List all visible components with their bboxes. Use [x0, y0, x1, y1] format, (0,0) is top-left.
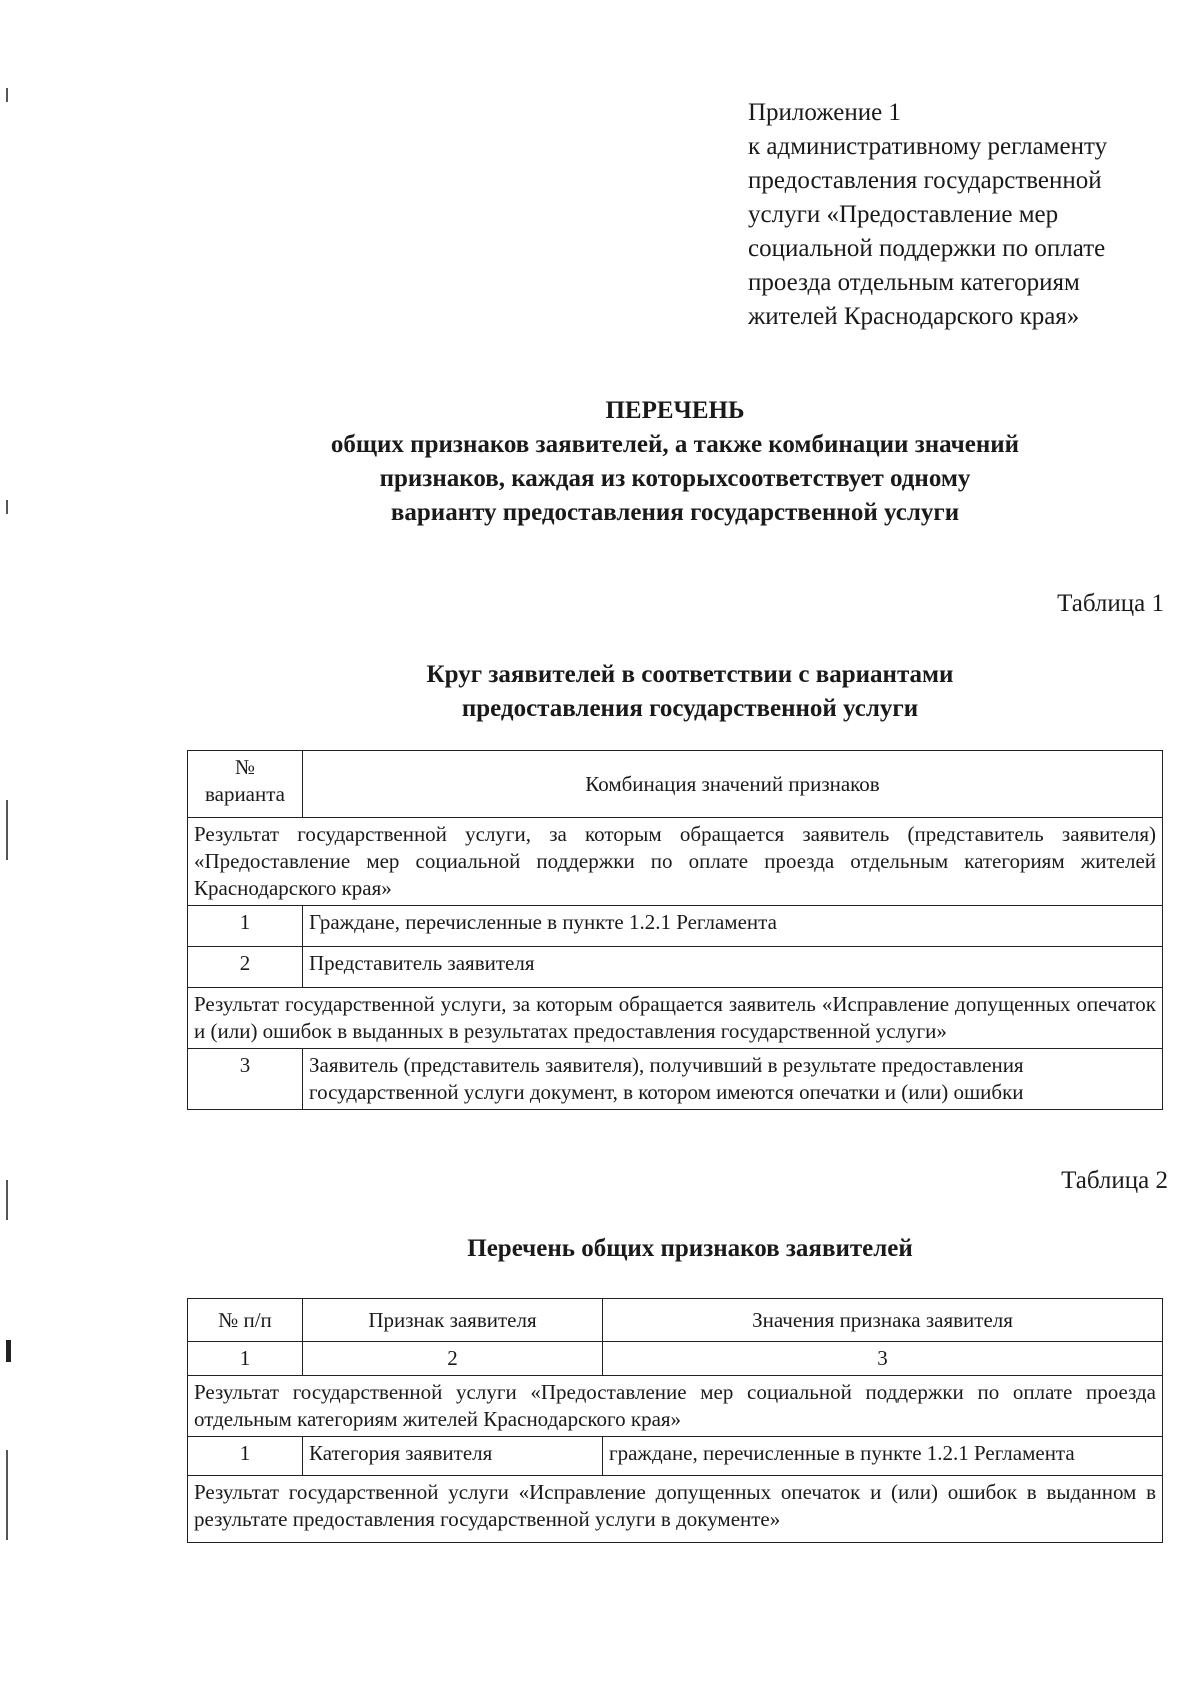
column-number-cell: 3 [603, 1342, 1163, 1376]
title-main: ПЕРЕЧЕНЬ [605, 397, 745, 424]
header-cell-number: № п/п [188, 1299, 303, 1342]
section-cell: Результат государственной услуги, за которым обращается заявитель (представитель заявителя) «Предоставление мер социальной поддержки по оплате проезда отдельным категориям жителей Краснодарского края» [188, 818, 1163, 906]
table2 [187, 1298, 1163, 1543]
table1-label: Таблица 1 [1057, 590, 1164, 617]
table1-heading-line: предоставления государственной услуги [461, 695, 919, 722]
table-section-row [188, 1376, 1163, 1437]
table-column-number-row [188, 1342, 1163, 1376]
table-row [188, 1049, 1163, 1110]
table2-heading-line: Перечень общих признаков заявителей [467, 1235, 913, 1262]
table1-heading-line: Круг заявителей в соответствии с вариантами [426, 661, 954, 688]
header-cell-combination: Комбинация значений признаков [303, 751, 1163, 818]
appendix-line: услуги «Предоставление мер [748, 201, 1059, 228]
table1 [187, 750, 1163, 1110]
variant-combination: Заявитель (представитель заявителя), получивший в результате предоставления государственной услуги документ, в котором имеются опечатки и (или) ошибки [303, 1049, 1163, 1110]
table-row [188, 1437, 1163, 1476]
table-header-row [188, 1299, 1163, 1342]
variant-number: 3 [188, 1049, 303, 1110]
column-number-cell: 1 [188, 1342, 303, 1376]
scan-artifact [6, 1450, 8, 1540]
appendix-line: Приложение 1 [748, 99, 901, 126]
section-cell: Результат государственной услуги, за которым обращается заявитель «Исправление допущенных опечаток и (или) ошибок в выданных в результатах предоставления государственной услуги» [188, 988, 1163, 1049]
variant-number: 2 [188, 947, 303, 988]
header-cell-values: Значения признака заявителя [603, 1299, 1163, 1342]
appendix-line: к административному регламенту [748, 133, 1108, 160]
scan-artifact [6, 1340, 11, 1362]
appendix-block [748, 96, 1168, 334]
table-row [188, 906, 1163, 947]
title-line: варианту предоставления государственной услуги [390, 499, 960, 526]
table-section-row [188, 818, 1163, 906]
appendix-line: проезда отдельным категориям [748, 269, 1080, 296]
header-cell-variant: № варианта [188, 751, 303, 818]
variant-combination: Представитель заявителя [303, 947, 1163, 988]
scan-artifact [6, 500, 8, 514]
variant-combination: Граждане, перечисленные в пункте 1.2.1 Регламента [303, 906, 1163, 947]
row-value: граждане, перечисленные в пункте 1.2.1 Регламента [603, 1437, 1163, 1476]
title-line: признаков, каждая из которыхсоответствует одному [379, 465, 971, 492]
section-cell: Результат государственной услуги «Предоставление мер социальной поддержки по оплате проезда отдельным категориям жителей Краснодарского края» [188, 1376, 1163, 1437]
scan-artifact [6, 1180, 8, 1220]
variant-number: 1 [188, 906, 303, 947]
scan-artifact [6, 88, 8, 102]
column-number-cell: 2 [303, 1342, 603, 1376]
appendix-line: предоставления государственной [748, 167, 1102, 194]
table1-heading [240, 658, 1140, 726]
section-cell: Результат государственной услуги «Исправление допущенных опечаток и (или) ошибок в выданном в результате предоставления государственной услуги в документе» [188, 1476, 1163, 1543]
document-title [180, 394, 1170, 530]
table-header-row [188, 751, 1163, 818]
appendix-line: жителей Краснодарского края» [748, 303, 1080, 330]
header-cell-feature: Признак заявителя [303, 1299, 603, 1342]
title-line: общих признаков заявителей, а также комбинации значений [330, 431, 1020, 458]
scan-artifact [6, 800, 8, 860]
table-section-row [188, 988, 1163, 1049]
table2-label: Таблица 2 [1061, 1167, 1168, 1194]
row-feature: Категория заявителя [303, 1437, 603, 1476]
table-section-row [188, 1476, 1163, 1543]
appendix-line: социальной поддержки по оплате [748, 235, 1106, 262]
table2-heading [240, 1232, 1140, 1266]
row-number: 1 [188, 1437, 303, 1476]
table-row [188, 947, 1163, 988]
